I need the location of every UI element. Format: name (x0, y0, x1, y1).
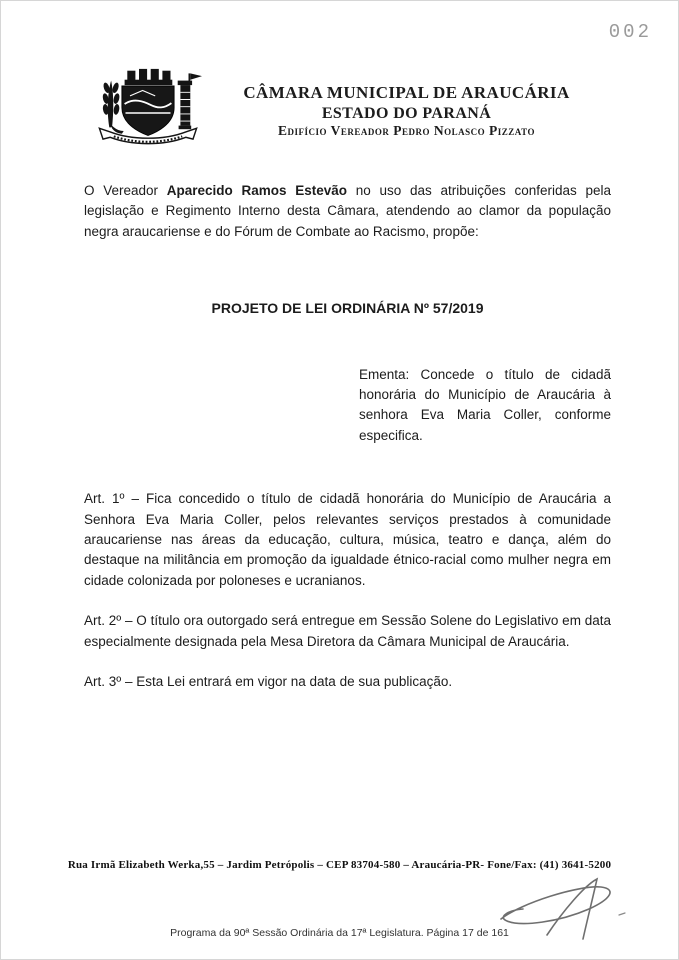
footer-program-line: Programa da 90ª Sessão Ordinária da 17ª Legislatura. Página 17 de 161 (170, 927, 509, 939)
intro-paragraph (84, 181, 611, 242)
ementa-paragraph: Ementa: Concede o título de cidadã honorária do Município de Araucária à senhora Eva Maria Coller, conforme especifica. (359, 366, 611, 443)
page-number-stamp: 002 (608, 21, 652, 43)
intro-prefix: O Vereador (84, 183, 167, 198)
article-2: Art. 2º – O título ora outorgado será entregue em Sessão Solene do Legislativo em data especialmente designada pela Mesa Diretora da Câmara Municipal de Araucária. (84, 613, 611, 649)
footer-address: Rua Irmã Elizabeth Werka,55 – Jardim Petrópolis – CEP 83704-580 – Araucária-PR- Fone/Fax: (41) 3641-5200 (67, 859, 612, 871)
article-3: Art. 3º – Esta Lei entrará em vigor na data de sua publicação. (84, 674, 453, 690)
letterhead (84, 65, 611, 161)
coat-of-arms-icon (94, 65, 202, 161)
document-title: PROJETO DE LEI ORDINÁRIA Nº 57/2019 (211, 300, 484, 317)
article-1: Art. 1º – Fica concedido o título de cidadã honorária do Município de Araucária a Senhora Eva Maria Coller, pelos relevantes serviços prestados à comunidade araucariense nas áreas da educação, cultura, música, teatro e dança, além do destaque na militância em promoção da igualdade étnico-racial como mulher negra em cidade colonizada por poloneses e ucranianos. (84, 491, 611, 588)
institution-name: CÂMARA MUNICIPAL DE ARAUCÁRIA (243, 83, 570, 102)
author-name: Aparecido Ramos Estevão (166, 183, 348, 198)
building-name: Edifício Vereador Pedro Nolasco Pizzato (278, 123, 535, 139)
letterhead-text (202, 65, 611, 140)
document-body (84, 181, 611, 693)
intro-suffix: no uso das atribuições conferidas pela legislação e Regimento Interno desta Câmara, atendendo ao clamor da população negra araucariense e do Fórum de Combate ao Racismo, propõe: (84, 183, 612, 239)
state-name: ESTADO DO PARANÁ (321, 104, 492, 122)
